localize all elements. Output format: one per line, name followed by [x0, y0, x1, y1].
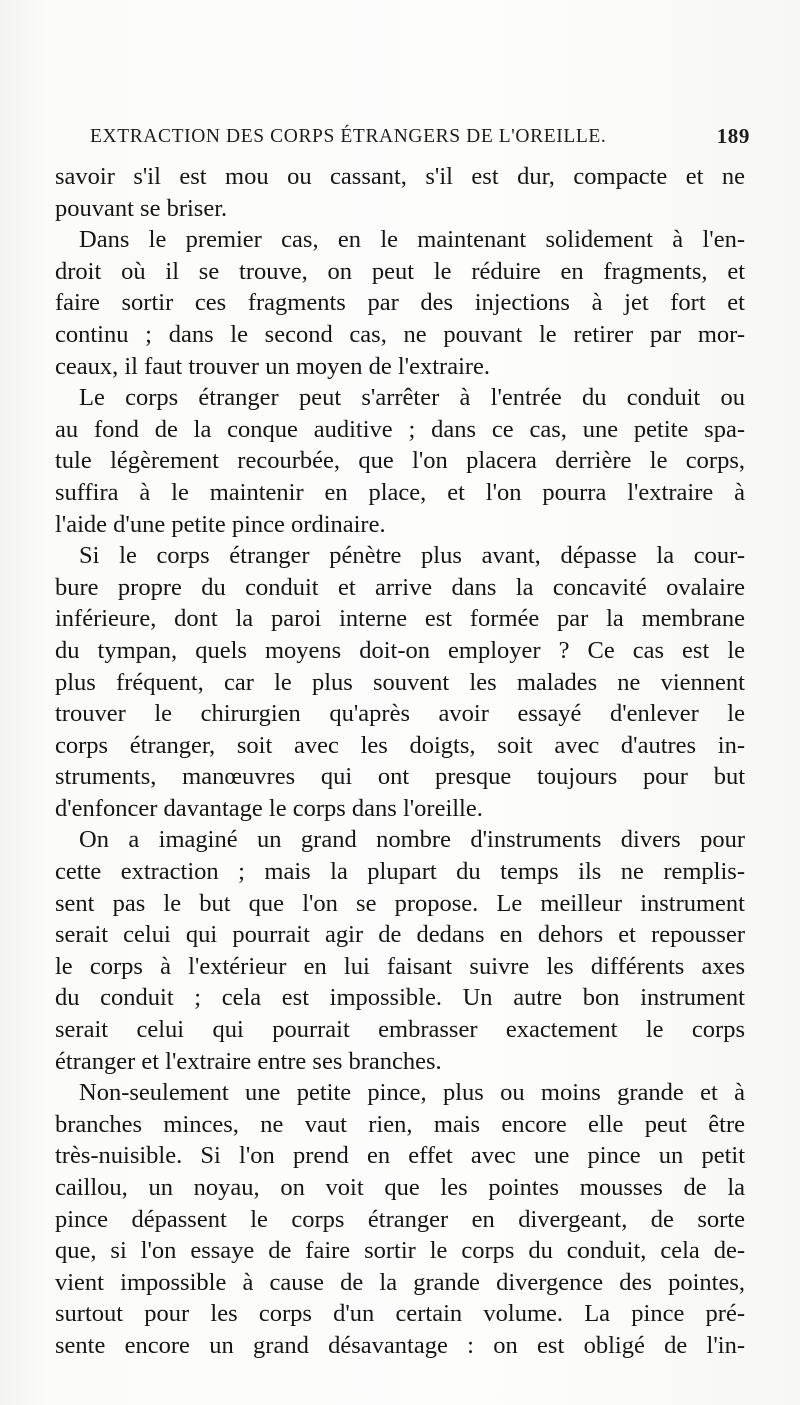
text-line: sent pas le but que l'on se propose. Le meilleur instrument	[55, 889, 745, 917]
text-line: sente encore un grand désavantage : on est obligé de l'in-	[55, 1331, 745, 1359]
text-line: au fond de la conque auditive ; dans ce cas, une petite spa-	[55, 415, 745, 443]
page-number: 189	[716, 124, 750, 148]
text-line: corps étranger, soit avec les doigts, soit avec d'autres in-	[55, 731, 745, 759]
text-line: du tympan, quels moyens doit-on employer ? Ce cas est le	[55, 636, 745, 664]
text-line: continu ; dans le second cas, ne pouvant le retirer par mor-	[55, 320, 745, 348]
text-line: très-nuisible. Si l'on prend en effet avec une pince un petit	[55, 1142, 745, 1170]
text-line: pouvant se briser.	[55, 194, 228, 222]
text-line: struments, manœuvres qui ont presque toujours pour but	[55, 763, 745, 791]
text-line: faire sortir ces fragments par des injections à jet fort et	[55, 289, 745, 317]
text-line: du conduit ; cela est impossible. Un autre bon instrument	[55, 984, 745, 1012]
text-line: Si le corps étranger pénètre plus avant, dépasse la cour-	[79, 542, 745, 570]
running-title: EXTRACTION DES CORPS ÉTRANGERS DE L'OREILLE.	[90, 126, 607, 147]
text-line: vient impossible à cause de la grande divergence des pointes,	[55, 1268, 745, 1296]
text-line: inférieure, dont la paroi interne est formée par la membrane	[55, 605, 745, 633]
text-line: Non-seulement une petite pince, plus ou moins grande et à	[79, 1079, 745, 1107]
text-line: savoir s'il est mou ou cassant, s'il est dur, compacte et ne	[55, 163, 745, 190]
text-line: ceaux, il faut trouver un moyen de l'extraire.	[55, 352, 491, 380]
text-line: serait celui qui pourrait embrasser exactement le corps	[55, 1016, 745, 1044]
text-line: que, si l'on essaye de faire sortir le corps du conduit, cela de-	[55, 1237, 745, 1265]
text-line: serait celui qui pourrait agir de dedans en dehors et repousser	[55, 921, 745, 949]
text-line: pince dépassent le corps étranger en divergeant, de sorte	[55, 1205, 745, 1233]
text-line: étranger et l'extraire entre ses branches.	[55, 1047, 442, 1075]
text-line: Le corps étranger peut s'arrêter à l'entrée du conduit ou	[79, 384, 745, 412]
text-line: caillou, un noyau, on voit que les pointes mousses de la	[55, 1174, 745, 1201]
text-line: bure propre du conduit et arrive dans la concavité ovalaire	[55, 573, 745, 601]
page-header	[90, 120, 750, 150]
text-line: Dans le premier cas, en le maintenant solidement à l'en-	[79, 226, 745, 254]
text-line: plus fréquent, car le plus souvent les malades ne viennent	[55, 668, 745, 696]
text-line: droit où il se trouve, on peut le réduire en fragments, et	[55, 257, 745, 285]
body-text	[55, 161, 745, 1362]
text-line: le corps à l'extérieur en lui faisant suivre les différents axes	[55, 952, 745, 980]
text-line: trouver le chirurgien qu'après avoir essayé d'enlever le	[55, 700, 745, 728]
text-line: On a imaginé un grand nombre d'instruments divers pour	[79, 826, 745, 854]
text-line: suffira à le maintenir en place, et l'on pourra l'extraire à	[55, 478, 745, 506]
text-line: cette extraction ; mais la plupart du temps ils ne remplis-	[55, 858, 745, 886]
text-line: d'enfoncer davantage le corps dans l'oreille.	[55, 794, 483, 822]
text-line: tule légèrement recourbée, que l'on placera derrière le corps,	[55, 447, 745, 475]
text-line: l'aide d'une petite pince ordinaire.	[55, 510, 386, 538]
text-line: branches minces, ne vaut rien, mais encore elle peut être	[55, 1110, 745, 1138]
text-line: surtout pour les corps d'un certain volume. La pince pré-	[55, 1300, 745, 1328]
